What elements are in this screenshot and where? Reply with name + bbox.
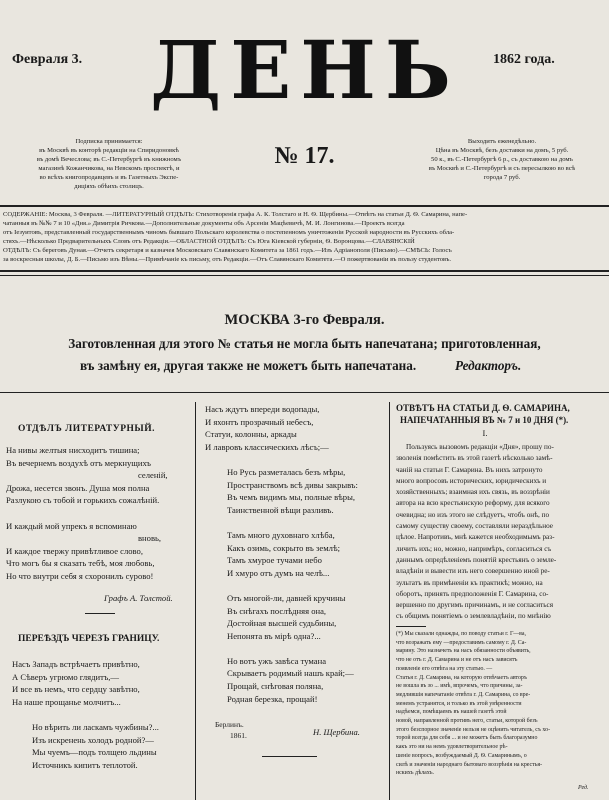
verse-line: Но что внутри себя я схоронилъ сурово! [6, 570, 154, 581]
article-line: съ общимъ понятіемъ о землевладѣніи, по мнѣнію [396, 612, 551, 621]
footnote-line: менемъ устранятся, и только въ этой увѣренности [396, 700, 522, 707]
verse-line: Тамъ хмурое тучами небо [227, 555, 322, 566]
verse-line [205, 516, 385, 529]
verse-line: Въ снѣгахъ послѣдняя она, [227, 605, 327, 616]
contents-line: стяхъ.—Нѣсколько Предварительныхъ Словъ отъ Редакціи.—ОБЛАСТНОЙ ОТДѢЛЪ: Съ Юга Кіевской губерніи, Ѳ. Воронцова.—СЛАВЯНСКІЙ [3, 238, 415, 245]
verse-line: А Сѣверъ угрюмо глядитъ,— [12, 671, 120, 682]
price-info [398, 137, 606, 182]
article-line: цѣлое. Напротивъ, мнѣ кажется необходимымъ раз- [396, 533, 555, 542]
footnote-line: не вошла въ зо ... имѣ, впрочемъ, что причины, за- [396, 683, 523, 690]
article-line: оборотъ, принять предположенія Г. Самарина, со- [396, 589, 549, 598]
verse-line: Таинственной вѣщи разливъ. [227, 504, 334, 515]
header-rule [0, 205, 609, 207]
footnote-line: что не отъ г. Д. Самарина и не отъ насъ зависятъ [396, 657, 518, 664]
author-shcherbina: Н. Щербина. [313, 727, 360, 737]
verse-line: вновь, [138, 533, 162, 544]
footnote-rule [396, 626, 426, 627]
article-line: зволенія помѣстить въ этой газетѣ нѣсколько замѣ- [396, 454, 553, 463]
poem-separator [85, 613, 115, 614]
verse-line: Но вотъ ужъ завѣса тумана [227, 655, 327, 666]
subscription-line: Подписка принимается: [75, 138, 143, 145]
verse-line: Статуи, колонны, аркады [205, 429, 297, 440]
verse-line: Изъ искренень холодъ родной?— [32, 734, 154, 745]
verse-line: Какъ озимь, сокрыто въ землѣ; [227, 542, 341, 553]
poem-title-border: ПЕРЕѢЗДЪ ЧЕРЕЗЪ ГРАНИЦУ. [18, 634, 160, 644]
subscription-line: дицiяхъ обѣихъ столицъ. [74, 183, 144, 190]
verse-line: Дрожа, несется звонъ. Душа моя полна [6, 482, 150, 493]
verse-line: И каждый мой упрекъ я вспоминаю [6, 520, 137, 531]
article-section-number: I. [482, 428, 488, 438]
subscription-line: въ Москвѣ въ конторѣ редакціи на Спиридоновкѣ [39, 147, 179, 154]
article-footnote [396, 630, 604, 778]
verse-line [205, 579, 385, 592]
price-line: Выходитъ еженедѣльно. [467, 138, 537, 145]
contents-line: чатанныя въ №№ 7 и 10 «Дня.» Димитрія Ричкова.—Дополнительные документы объ Арсеніи Мацѣевичѣ, М. И. Лонгинова.—Проектъ всегда [3, 220, 405, 227]
verse-line: Родная березка, прощай! [227, 693, 318, 704]
poem-place: Берлинъ. [215, 720, 244, 729]
verse-line: селеній, [138, 470, 168, 481]
subscription-line: въ домѣ Вечеслова; въ С.-Петербургѣ въ книжномъ [36, 156, 182, 163]
verse-line: Достойная высшей судьбины, [227, 618, 337, 629]
verse-line: Пространствомъ всѣ дивы закрывъ: [227, 479, 358, 490]
author-tolstoy: Графъ А. Толстой. [104, 593, 173, 603]
column-rule-1 [195, 402, 196, 800]
article-body [396, 442, 604, 623]
poem-border [6, 658, 194, 771]
footnote-line: силѣ и значеніи народнаго бытоваго воззрѣнія на крестья- [396, 761, 543, 768]
verse-line [205, 453, 385, 466]
lead-signature: Редакторъ. [455, 358, 522, 373]
footnote-line: шеніе вопросъ, возбуждаемый Д. Ѳ. Самаринымъ, о [396, 752, 527, 759]
footnote-line: какъ это ни на немъ удовлетворительное рѣ- [396, 744, 508, 751]
subscription-info [0, 137, 218, 191]
article-line: даннымъ опредѣленіемъ понятій крестьянъ о земле- [396, 555, 557, 564]
footnote-line: нскихъ дѣлахъ. [396, 770, 435, 777]
section-title: ОТДѢЛЪ ЛИТЕРАТУРНЫЙ. [18, 424, 155, 434]
footnote-signature: Ред. [578, 785, 589, 791]
verse-line [6, 507, 194, 520]
verse-line: Скрываетъ родимый нашъ край;— [227, 668, 354, 679]
article-line: вершенно по другимъ причинамъ, и не согласиться [396, 601, 554, 610]
contents-line: ОТДѢЛЪ: Съ береговъ Дуная.—Отчетъ секретаря и казначея Московскаго Славянскаго Комитета за 1861 годъ.—Изъ Адріанополя (Письмо).—СМѢСЬ: Голосъ [3, 247, 452, 254]
lead-line-1: Заготовленная для этого № статья не могла быть напечатана; приготовленная, [68, 336, 541, 351]
contents-rule-bottom [0, 275, 609, 276]
verse-line: Разлукою съ тобой и горькихъ сожалѣній. [6, 495, 160, 506]
column2-end-rule [262, 756, 317, 757]
issue-year: 1862 года. [493, 52, 555, 67]
footnote-line: появленіе его отвѣта на эту статью. — [396, 665, 493, 672]
footnote-line: этого безспорное значеніе нельзя не оцѣнить читатель, съ хо- [396, 726, 551, 733]
verse-line: На нивы желтыя нисходитъ тишина; [6, 445, 140, 455]
article-line: много вопросовъ исторических, юридическихъ и [396, 476, 547, 485]
footnote-line: надѣемся, помѣщаемъ въ нашей газетѣ этой [396, 709, 507, 716]
article-line: личить ихъ; но, можно, напримѣръ, согласиться съ [396, 544, 552, 553]
price-line: 50 к., въ С.-Петербургѣ 6 р., съ доставкою на домъ [431, 156, 573, 163]
issue-number: № 17. [274, 143, 335, 169]
verse-line: Прощай, снѣговая поляна, [227, 681, 324, 692]
verse-line: Что могъ бы я сказать тебѣ, моя любовь, [6, 558, 155, 569]
verse-line: На наше прощанье молчитъ... [12, 696, 121, 707]
verse-line [205, 642, 385, 655]
verse-line: Но вѣрить ли ласкамъ чужбины?... [32, 721, 159, 732]
footnote-line: что возражать ему —предоставимъ самому г. Д. Са- [396, 639, 527, 646]
subscription-line: магазинѣ Кожанчикова, на Невскомъ проспектѣ, и [38, 165, 180, 172]
poem-year: 1861. [230, 731, 247, 740]
price-line: города 7 руб. [483, 174, 521, 181]
table-of-contents [3, 210, 607, 264]
verse-line: Насъ ждутъ впереди водопады, [205, 404, 320, 414]
contents-line: отъ Іезуитовъ, представленный государственнымъ чиномъ бывшаго Польскаго королевства о постепенномъ уничтоженіи Русской народности въ Русскихъ обла- [3, 229, 455, 236]
lead-heading: МОСКВА 3-го Февраля. [224, 312, 385, 328]
article-title-2: НАПЕЧАТАННЫЯ ВЪ № 7 и 10 ДНЯ (*). [400, 415, 569, 425]
verse-line: И все въ немъ, что сердцу завѣтно, [12, 684, 140, 695]
article-line: хозяйственныхъ; взаимная ихъ связь, въ воззрѣніи [396, 488, 550, 497]
footnote-line: новой, направленной противъ него, статьи, которой безъ [396, 718, 538, 725]
price-line: Цѣна въ Москвѣ, безъ доставки на домъ, 5 руб. [435, 147, 569, 154]
contents-line: за воскресныя школы, Д. Б.—Письмо изъ Вѣны.—Примѣчаніе къ письму, отъ Редакціи.—Отъ Славянскаго Комитета.—О пожертвованіи въ пользу студентовъ. [3, 256, 452, 263]
verse-line: Мы чуемъ—подъ толщею льдины [32, 747, 157, 758]
verse-line: Но Русь разметалась безъ мѣры, [227, 466, 346, 477]
newspaper-title: ДЕНЬ [150, 23, 460, 117]
footnote-line: Статья г. Д. Самарина, на которую отвѣчаетъ авторъ [396, 674, 527, 681]
footnote-line: торой всегда для себя ... и не можетъ быть благоразумно [396, 735, 538, 742]
verse-line: Непонята въ мірѣ одна?... [227, 630, 321, 641]
verse-line: Насъ Западъ встрѣчаетъ привѣтно, [12, 659, 140, 669]
article-line: зультатъ въ примѣненіи къ практикѣ; можно, на [396, 578, 543, 587]
verse-line: И яхонтъ прозрачный небесъ, [205, 416, 314, 427]
verse-line: Тамъ много духовнаго хлѣба, [227, 529, 335, 540]
poem-tolstoy [6, 444, 194, 583]
article-line: владѣніи и вывести изъ него совершенно иной ре- [396, 567, 550, 576]
verse-line: Въ вечернемъ воздухѣ отъ меркнущихъ [6, 457, 151, 468]
article-line: очевидна; но изъ этого не слѣдуетъ, чтобъ онѣ, по [396, 510, 550, 519]
article-line: самому существу своему, составляли нераздѣльное [396, 522, 553, 531]
verse-line [6, 708, 194, 721]
verse-line: И лавровъ классическихъ лѣсъ;— [205, 441, 329, 452]
verse-line: Источникъ кипитъ теплотой. [32, 759, 138, 770]
poem-shcherbina [205, 403, 385, 705]
verse-line: Въ чемъ видимъ мы, полные вѣры, [227, 492, 356, 503]
column-rule-2 [389, 402, 390, 800]
lead-rule [0, 392, 609, 393]
article-line: автора на всю крестьянскую реформу, для всякого [396, 499, 550, 508]
subscription-line: во всѣхъ книгопродавцевъ и въ Газетныхъ Экспе- [39, 174, 179, 181]
issue-date: Февраля 3. [12, 52, 83, 67]
lead-line-2: въ замѣну ея, другая также не можетъ быть напечатана. [80, 358, 417, 373]
footnote-line: (*) Мы сказали однажды, по поводу статьи г. Г—ва, [396, 631, 526, 637]
verse-line: И хмуро отъ думъ на челѣ... [227, 567, 330, 578]
article-title-1: ОТВѢТЪ НА СТАТЬИ Д. Ѳ. САМАРИНА, [396, 403, 570, 413]
verse-line: Отъ многой-ли, давней кручины [227, 592, 346, 603]
article-line: Пользуясь вызовомъ редакціи «Дня», прошу по- [406, 443, 554, 451]
footnote-line: марину. Это назначеть на насъ обязанности объявить, [396, 648, 531, 655]
contents-rule-top [0, 270, 609, 272]
verse-line: И каждое твержу привѣтливое слово, [6, 545, 144, 556]
price-line: въ Москвѣ и С.-Петербургѣ и съ пересылкою во всѣ [428, 165, 576, 172]
footnote-line: медлившія напечатаніе отвѣта г. Д. Самарина, со вре- [396, 691, 531, 698]
article-line: чаній на статьи Г. Самарина. Въ нихъ затронуто [396, 465, 543, 474]
contents-line: СОДЕРЖАНІЕ: Москва, 3 Февраля. —ЛИТЕРАТУРНЫЙ ОТДѢЛЪ: Стихотворенія графа А. К. Толстаго и Н. Ѳ. Щербины.—Отвѣтъ на статьи Д. Ѳ. Самарина, напе- [3, 211, 468, 218]
